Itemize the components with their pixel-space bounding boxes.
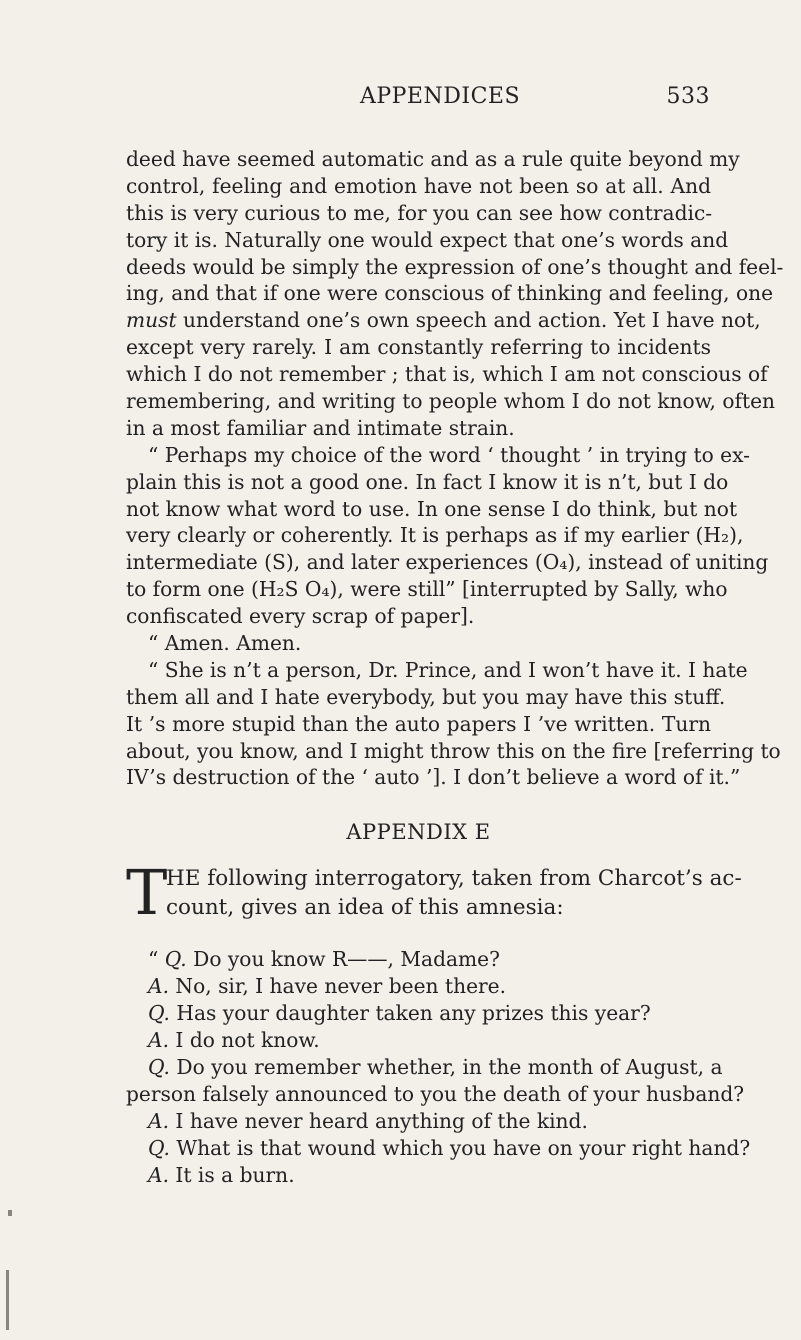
page-edge-mark <box>6 1270 9 1330</box>
qa-prefix: “ <box>148 947 165 972</box>
intro-line-1-text: following interrogatory, taken from Charcot’s ac- <box>200 866 742 892</box>
qa-text: I have never heard anything of the kind. <box>175 1108 588 1133</box>
qa-line <box>126 1027 711 1054</box>
text-line: IV’s destruction of the ‘ auto ’]. I don’t believe a word of it.” <box>126 765 741 790</box>
text-line: intermediate (S), and later experiences (O₄), instead of uniting <box>126 550 769 575</box>
qa-line <box>126 1162 711 1189</box>
appendix-intro <box>126 856 742 930</box>
qa-label: A. <box>148 1108 169 1133</box>
drop-cap: T <box>126 856 168 930</box>
margin-mark <box>8 1210 12 1216</box>
text-line: remembering, and writing to people whom I do not know, often <box>126 389 776 414</box>
qa-label: Q. <box>148 1135 170 1160</box>
text-line: ing, and that if one were conscious of thinking and feeling, one <box>126 281 774 306</box>
running-head <box>130 84 710 112</box>
qa-line <box>126 1108 711 1135</box>
qa-line <box>126 1000 711 1027</box>
text-line: “ Perhaps my choice of the word ‘ thought ’ in trying to ex- <box>148 442 750 467</box>
qa-text: Do you remember whether, in the month of August, a <box>176 1054 723 1079</box>
text-line: “ She is n’t a person, Dr. Prince, and I won’t have it. I hate <box>148 657 748 682</box>
qa-line <box>126 1081 745 1108</box>
text-line: which I do not remember ; that is, which I am not conscious of <box>126 362 768 387</box>
text-line: them all and I hate everybody, but you may have this stuff. <box>126 684 726 709</box>
interrogatory <box>126 946 751 1188</box>
qa-line <box>126 973 711 1000</box>
qa-line <box>126 946 711 973</box>
text-line: It ’s more stupid than the auto papers I ’ve written. Turn <box>126 711 711 736</box>
qa-text: What is that wound which you have on your right hand? <box>176 1135 751 1160</box>
qa-label: A. <box>148 974 169 999</box>
qa-text: Do you know R——, Madame? <box>193 947 500 972</box>
text-line-emphasis: must understand one’s own speech and action. Yet I have not, <box>126 308 761 333</box>
intro-line-2: count, gives an idea of this amnesia: <box>166 895 564 921</box>
qa-text: I do not know. <box>175 1028 320 1053</box>
running-head-title: APPENDICES <box>359 84 521 109</box>
text-line: to form one (H₂S O₄), were still” [interrupted by Sally, who <box>126 577 728 602</box>
text-line: control, feeling and emotion have not been so at all. And <box>126 173 711 198</box>
qa-label: Q. <box>148 1054 170 1079</box>
qa-text: Has your daughter taken any prizes this year? <box>176 1001 651 1026</box>
text-line: deeds would be simply the expression of one’s thought and feel- <box>126 254 784 279</box>
page-number: 533 <box>666 84 710 109</box>
intro-line-1 <box>166 866 742 893</box>
qa-label: Q. <box>164 947 187 972</box>
qa-text: No, sir, I have never been there. <box>175 974 507 999</box>
text-line: except very rarely. I am constantly referring to incidents <box>126 335 711 360</box>
text-line: tory it is. Naturally one would expect that one’s words and <box>126 227 729 252</box>
paragraph-4 <box>126 657 781 791</box>
appendix-heading: APPENDIX E <box>346 820 491 845</box>
text-line: confiscated every scrap of paper]. <box>126 604 475 629</box>
body-text <box>126 146 784 1188</box>
text-line: very clearly or coherently. It is perhaps as if my earlier (H₂), <box>126 523 744 548</box>
text-line: about, you know, and I might throw this on the fire [referring to <box>126 738 781 763</box>
paragraph-1 <box>126 146 784 442</box>
text-line: deed have seemed automatic and as a rule quite beyond my <box>126 147 740 171</box>
intro-smallcaps: HE <box>166 866 201 892</box>
qa-text: person falsely announced to you the death of your husband? <box>126 1081 745 1106</box>
qa-label: Q. <box>148 1001 170 1026</box>
paragraph-3: “ Amen. Amen. <box>148 631 302 656</box>
qa-line <box>126 1054 723 1081</box>
qa-text: It is a burn. <box>175 1162 295 1187</box>
text-line: in a most familiar and intimate strain. <box>126 415 515 440</box>
qa-label: A. <box>148 1162 169 1187</box>
emphasis-word: must <box>126 308 177 333</box>
qa-line <box>126 1135 751 1162</box>
paragraph-2 <box>126 442 769 630</box>
text-line: not know what word to use. In one sense I do think, but not <box>126 496 738 521</box>
text-line: this is very curious to me, for you can see how contradic- <box>126 200 713 225</box>
text-line: plain this is not a good one. In fact I know it is n’t, but I do <box>126 469 729 494</box>
qa-label: A. <box>148 1028 169 1053</box>
